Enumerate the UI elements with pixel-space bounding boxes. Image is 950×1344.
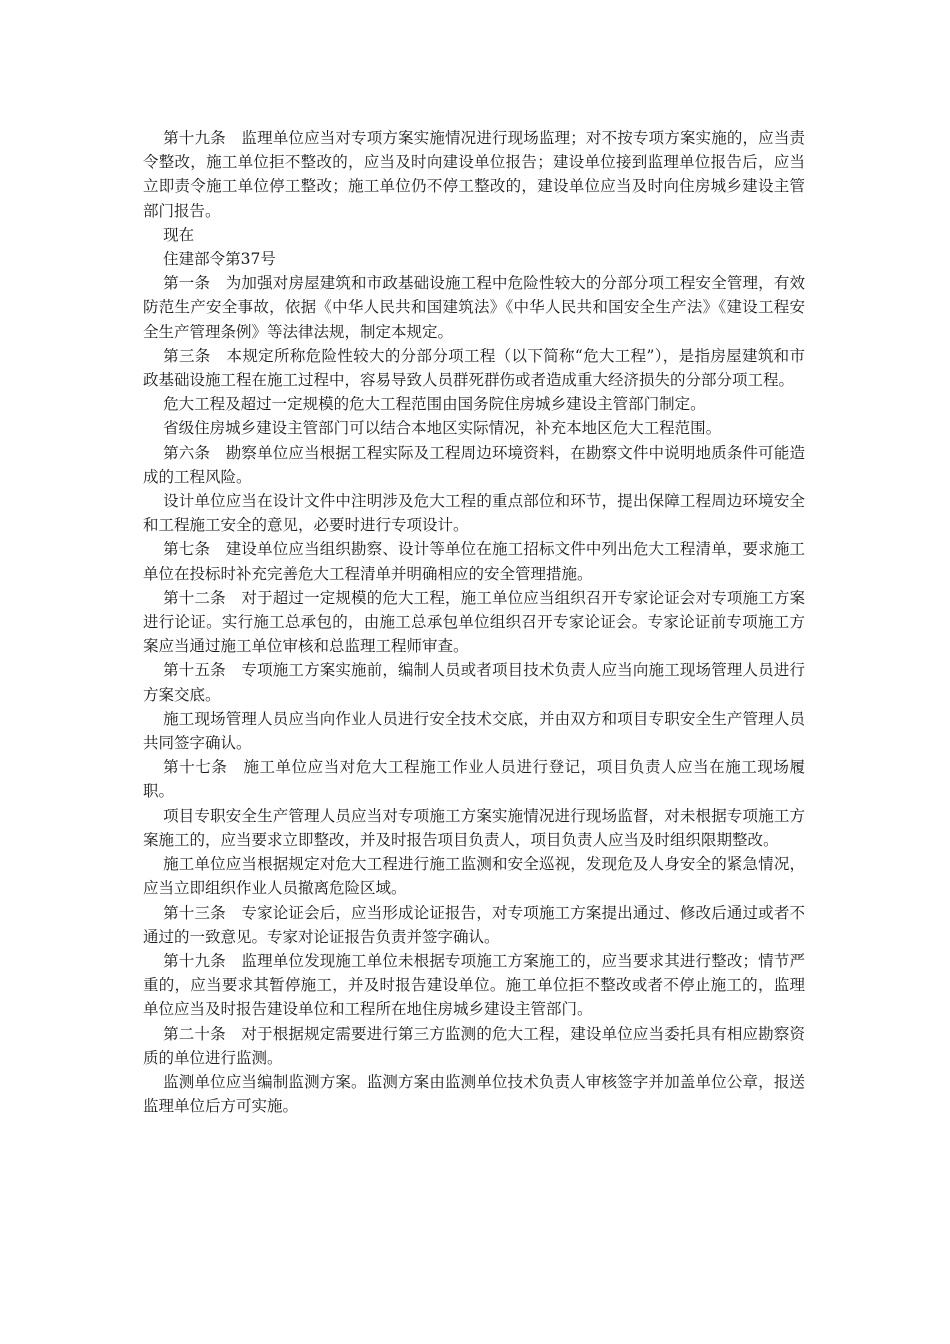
paragraph-article-17: 第十七条 施工单位应当对危大工程施工作业人员进行登记，项目负责人应当在施工现场履职。 [143,758,805,801]
paragraph-article-6: 第六条 勘察单位应当根据工程实际及工程周边环境资料，在勘察文件中说明地质条件可能造成的工程风险。 [143,443,805,486]
paragraph-article-3-provincial: 省级住房城乡建设主管部门可以结合本地区实际情况，补充本地区危大工程范围。 [163,419,722,438]
paragraph-article-19-supervision: 第十九条 监理单位应当对专项方案实施情况进行现场监理；对不按专项方案实施的，应当责令整改，施工单位拒不整改的，应当及时向建设单位报告；建设单位接到监理单位报告后，应当立即责令施工单位停工整改；施工单位仍不停工整改的，建设单位应当及时向住房城乡建设主管部门报告。 [143,129,805,220]
paragraph-article-15-briefing: 施工现场管理人员应当向作业人员进行安全技术交底，并由双方和项目专职安全生产管理人员共同签字确认。 [143,709,805,753]
paragraph-article-1: 第一条 为加强对房屋建筑和市政基础设施工程中危险性较大的分部分项工程安全管理，有效防范生产安全事故，依据《中华人民共和国建筑法》《中华人民共和国安全生产法》《建设工程安全生产管理条例》等法律法规，制定本规定。 [143,274,805,341]
paragraph-article-17-supervision: 项目专职安全生产管理人员应当对专项施工方案实施情况进行现场监督，对未根据专项施工方案施工的，应当要求立即整改，并及时报告项目负责人，项目负责人应当及时组织限期整改。 [143,806,805,849]
paragraph-decree-number: 住建部令第37号 [163,250,276,269]
paragraph-article-17-monitoring: 施工单位应当根据规定对危大工程进行施工监测和安全巡视，发现危及人身安全的紧急情况，应当立即组织作业人员撤离危险区域。 [143,855,805,898]
paragraph-article-20: 第二十条 对于根据规定需要进行第三方监测的危大工程，建设单位应当委托具有相应勘察资质的单位进行监测。 [143,1024,805,1067]
paragraph-article-19: 第十九条 监理单位发现施工单位未根据专项施工方案施工的，应当要求其进行整改；情节严重的，应当要求其暂停施工，并及时报告建设单位。施工单位拒不整改或者不停止施工的，监理单位应当及时报告建设单位和工程所在地住房城乡建设主管部门。 [143,951,805,1019]
paragraph-article-3: 第三条 本规定所称危险性较大的分部分项工程（以下简称“危大工程”），是指房屋建筑和市政基础设施工程在施工过程中，容易导致人员群死群伤或者造成重大经济损失的分部分项工程。 [143,346,805,390]
paragraph-now: 现在 [163,225,195,244]
paragraph-article-13: 第十三条 专家论证会后，应当形成论证报告，对专项施工方案提出通过、修改后通过或者不通过的一致意见。专家对论证报告负责并签字确认。 [143,903,805,946]
paragraph-article-6-design: 设计单位应当在设计文件中注明涉及危大工程的重点部位和环节，提出保障工程周边环境安全和工程施工安全的意见，必要时进行专项设计。 [143,492,805,535]
paragraph-article-12: 第十二条 对于超过一定规模的危大工程，施工单位应当组织召开专家论证会对专项施工方案进行论证。实行施工总承包的，由施工总承包单位组织召开专家论证会。专家论证前专项施工方案应当通过施工单位审核和总监理工程师审查。 [143,588,805,656]
document-body [143,126,805,1118]
paragraph-article-15: 第十五条 专项施工方案实施前，编制人员或者项目技术负责人应当向施工现场管理人员进行方案交底。 [143,661,805,704]
paragraph-article-3-scope: 危大工程及超过一定规模的危大工程范围由国务院住房城乡建设主管部门制定。 [163,395,706,414]
paragraph-article-20-plan: 监测单位应当编制监测方案。监测方案由监测单位技术负责人审核签字并加盖单位公章，报送监理单位后方可实施。 [143,1072,805,1116]
paragraph-article-7: 第七条 建设单位应当组织勘察、设计等单位在施工招标文件中列出危大工程清单，要求施工单位在投标时补充完善危大工程清单并明确相应的安全管理措施。 [143,540,805,583]
